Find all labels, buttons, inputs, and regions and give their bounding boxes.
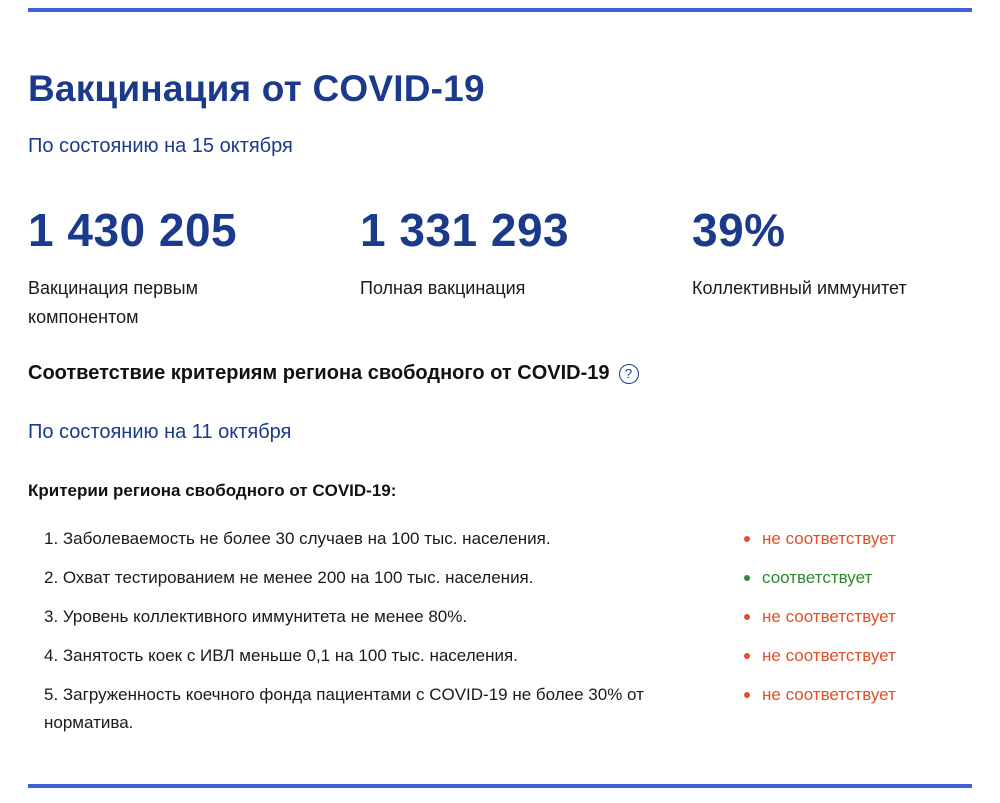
criteria-heading: [28, 362, 639, 385]
status-text: не соответствует: [762, 646, 896, 665]
stat-label: Вакцинация первым компонентом: [28, 278, 198, 327]
status-text: не соответствует: [762, 685, 896, 704]
stat-value: 1 331 293: [360, 204, 570, 256]
vaccination-date: По состоянию на 15 октября: [28, 135, 293, 157]
status-dot-icon: [744, 575, 750, 581]
criteria-heading-text: Соответствие критериям региона свободного от COVID-19: [28, 362, 610, 384]
stat-value: 39%: [692, 204, 786, 256]
criteria-list-title: Критерии региона свободного от COVID-19:: [28, 481, 397, 500]
criteria-status: [744, 681, 896, 709]
criteria-text: 1. Заболеваемость не более 30 случаев на 100 тыс. населения.: [44, 529, 551, 548]
status-text: не соответствует: [762, 607, 896, 626]
criteria-text: 5. Загруженность коечного фонда пациентами с COVID-19 не более 30% от норматива.: [44, 685, 644, 732]
stat-herd-immunity: [692, 200, 952, 303]
criteria-text: 2. Охват тестированием не менее 200 на 100 тыс. населения.: [44, 568, 534, 587]
top-divider: [28, 8, 972, 12]
criteria-status: [744, 564, 872, 592]
status-dot-icon: [744, 653, 750, 659]
page-title: Вакцинация от COVID-19: [28, 68, 485, 109]
criteria-text: 3. Уровень коллективного иммунитета не менее 80%.: [44, 607, 468, 626]
status-dot-icon: [744, 692, 750, 698]
status-text: соответствует: [762, 568, 873, 587]
stat-full-vaccination: [360, 200, 590, 303]
criteria-status: [744, 525, 896, 553]
stat-label: Коллективный иммунитет: [692, 278, 907, 298]
criteria-date: По состоянию на 11 октября: [28, 421, 292, 443]
help-icon[interactable]: ?: [619, 364, 639, 384]
criteria-status: [744, 603, 896, 631]
stat-label: Полная вакцинация: [360, 278, 526, 298]
stat-value: 1 430 205: [28, 204, 238, 256]
stat-first-component: [28, 200, 258, 332]
criteria-text: 4. Занятость коек с ИВЛ меньше 0,1 на 100 тыс. населения.: [44, 646, 518, 665]
status-dot-icon: [744, 614, 750, 620]
status-dot-icon: [744, 536, 750, 542]
criteria-status: [744, 642, 896, 670]
status-text: не соответствует: [762, 529, 896, 548]
bottom-divider: [28, 784, 972, 788]
